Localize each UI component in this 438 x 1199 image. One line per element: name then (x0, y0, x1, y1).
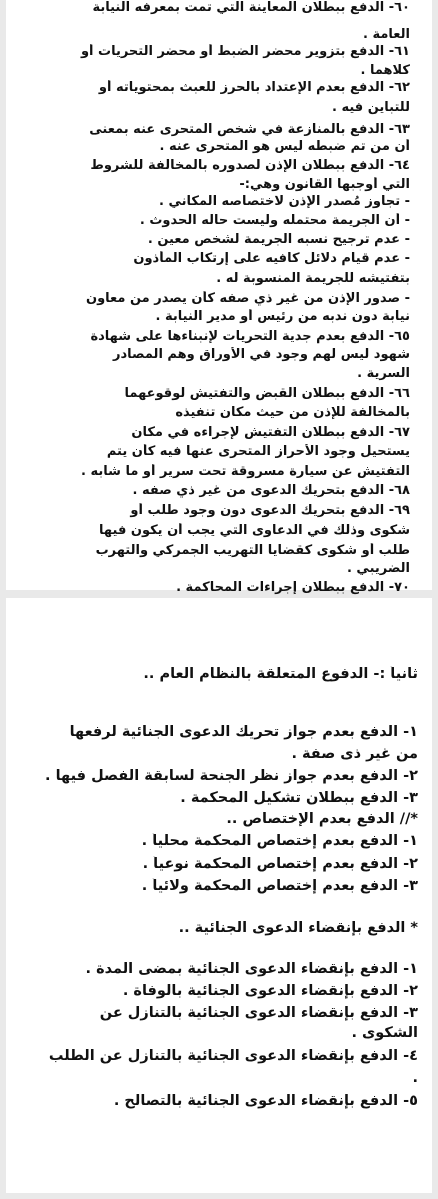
text-line: الضريبي . (346, 561, 410, 576)
text-line: ٦٩- الدفع بتحريك الدعوى دون وجود طلب أو (130, 503, 410, 518)
text-line: ١- الدفع بعدم إختصاص المحكمة محلياً . (141, 833, 418, 849)
text-line: - صدور الإذن من غير ذي صفه كأن يصدر من معاون (85, 291, 410, 306)
text-line: ٢- الدفع بعدم جواز نظر الجنحة لسابقة الفصل فيها . (45, 768, 418, 784)
text-line: ٦٦- الدفع ببطلان القبض والتفتيش لوقوعهما (124, 386, 410, 401)
text-line: كلاهما . (360, 63, 410, 78)
text-line: ٦٨- الدفع بتحريك الدعوى من غير ذي صفه . (132, 483, 410, 498)
text-line: ٦٥- الدفع بعدم جدية التحريات لإنبناءها على شهادة (90, 329, 410, 344)
text-line: - عدم قيام دلائل كافيه على إرتكاب المأذون (133, 251, 410, 266)
text-line: التي أوجبها القانون وهي:- (239, 177, 410, 192)
text-line: يستحيل وجود الأحراز المتحرى عنها فيه كأن يتم (106, 444, 410, 459)
text-line: ٣- الدفع ببطلان تشكيل المحكمة . (180, 790, 418, 806)
text-line: نيابة دون ندبه من رئيس أو مدير النيابة . (155, 309, 410, 324)
text-line: . (412, 1070, 418, 1086)
text-line: للتباين فيه . (332, 100, 410, 115)
text-line: ٦٢- الدفع بعدم الإعتداد بالحرز للعبث بمحتوياته أو (98, 80, 410, 95)
document-page-1 (6, 0, 432, 595)
text-line: * الدفع بإنقضاء الدعوى الجنائية .. (178, 920, 418, 936)
text-line: *// الدفع بعدم الإختصاص .. (226, 811, 418, 827)
text-line: الشكوى . (351, 1025, 418, 1041)
text-line: ١- الدفع بعدم جواز تحريك الدعوى الجنائية لرفعها (69, 724, 418, 740)
text-line: بالمخالفة للإذن من حيث مكان تنفيذه (175, 405, 410, 420)
text-line: ٦١- الدفع بتزوير محضر الضبط أو محضر التحريات أو (80, 44, 410, 59)
text-line: ٢- الدفع بإنقضاء الدعوى الجنائية بالوفاة . (122, 983, 418, 999)
text-line: ٦٧- الدفع ببطلان التفتيش لإجراءه في مكان (131, 425, 410, 440)
text-line: ٦٤- الدفع ببطلان الإذن لصدوره بالمخالفة للشروط (90, 158, 410, 173)
text-line: ٤- الدفع بإنقضاء الدعوى الجنائية بالتنازل عن الطلب (48, 1048, 418, 1064)
text-line: ٦٠- الدفع ببطلان المعاينة التي تمت بمعرفه النيابة (92, 0, 410, 15)
document-page-2 (6, 598, 432, 1193)
text-line: ٣- الدفع بعدم إختصاص المحكمة ولائياً . (141, 878, 418, 894)
text-line: ٢- الدفع بعدم إختصاص المحكمة نوعياً . (142, 856, 418, 872)
text-line: ٣- الدفع بإنقضاء الدعوى الجنائية بالتنازل عن (99, 1005, 418, 1021)
text-line: ٦٣- الدفع بالمنازعة في شخص المتحرى عنه بمعنى (89, 122, 410, 137)
text-line: ٧٠- الدفع ببطلان إجراءات المحاكمة . (176, 580, 410, 595)
text-line: السرية . (357, 366, 410, 381)
text-line: شكوى وذلك في الدعاوى التي يجب أن يكون فيها (99, 523, 410, 538)
text-line: ثانياً :- الدفوع المتعلقة بالنظام العام .. (143, 666, 418, 682)
text-line: ١- الدفع بإنقضاء الدعوى الجنائية بمضى المدة . (85, 961, 418, 977)
text-line: شهود ليس لهم وجود في الأوراق وهم المصادر (113, 347, 410, 362)
text-line: بتفتيشه للجريمة المنسوبة له . (216, 271, 410, 286)
text-line: العامة . (363, 27, 410, 42)
text-line: التفتيش عن سيارة مسروقة تحت سرير أو ما شابه . (81, 464, 410, 479)
text-line: أن من تم ضبطه ليس هو المتحرى عنه . (159, 139, 410, 154)
text-line: ٥- الدفع بإنقضاء الدعوى الجنائية بالتصالح . (113, 1093, 418, 1109)
text-line: من غير ذى صفة . (291, 746, 418, 762)
text-line: طلب أو شكوى كقضايا التهريب الجمركي والتهرب (95, 543, 410, 558)
text-line: - عدم ترجيح نسبه الجريمة لشخص معين . (147, 232, 410, 247)
text-line: - أن الجريمة محتمله وليست حاله الحدوث . (139, 213, 410, 228)
text-line: - تجاوز مُصدر الإذن لاختصاصه المكاني . (159, 194, 410, 209)
